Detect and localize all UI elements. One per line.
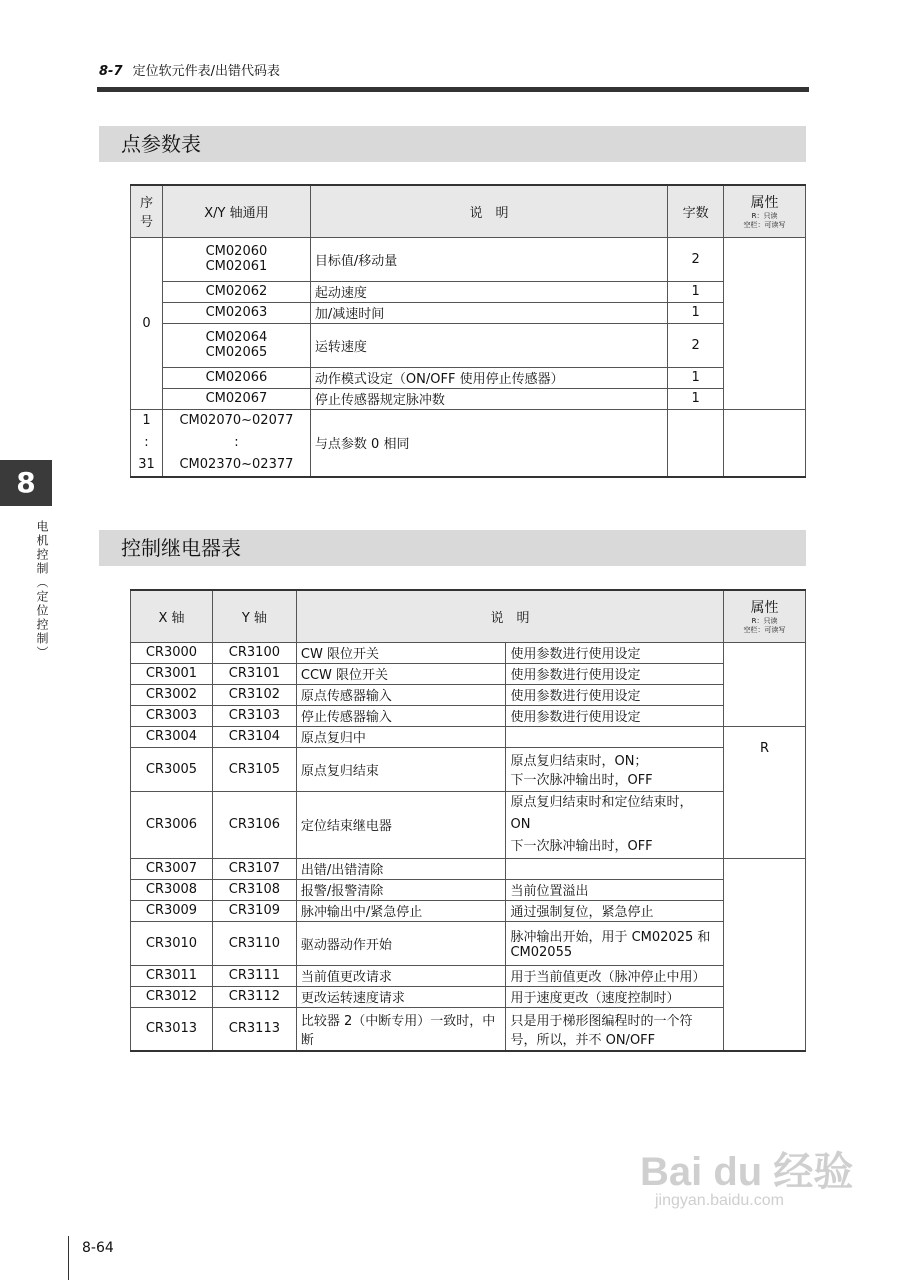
y-cell: CR3101: [212, 663, 296, 684]
note-cell: 使用参数进行使用设定: [506, 642, 724, 663]
desc-cell: 驱动器动作开始: [296, 921, 506, 965]
note-cell: 使用参数进行使用设定: [506, 663, 724, 684]
header-rule: [97, 87, 809, 92]
desc-cell: 当前值更改请求: [296, 965, 506, 986]
desc-cell: 定位结束继电器: [296, 791, 506, 858]
seq-1-31: 1 : 31: [131, 409, 163, 477]
control-relay-table: [130, 589, 806, 1052]
point-param-table: [130, 184, 806, 478]
note-cell: 只是用于梯形图编程时的一个符 号，所以，并不 ON/OFF: [506, 1007, 724, 1051]
desc-cell: 加/减速时间: [310, 302, 667, 323]
words-cell: 2: [668, 237, 724, 281]
y-cell: CR3113: [212, 1007, 296, 1051]
desc-cell: 原点传感器输入: [296, 684, 506, 705]
chapter-label: 电机控制（定位控制）: [35, 520, 49, 660]
note-cell: 通过强制复位，紧急停止: [506, 900, 724, 921]
desc-cell: CCW 限位开关: [296, 663, 506, 684]
watermark-url: jingyan.baidu.com: [655, 1192, 784, 1209]
header-title: 定位软元件表/出错代码表: [132, 64, 281, 79]
x-cell: CR3001: [131, 663, 213, 684]
desc-cell: CW 限位开关: [296, 642, 506, 663]
note-cell: 脉冲输出开始，用于 CM02025 和 CM02055: [506, 921, 724, 965]
desc-cell: 更改运转速度请求: [296, 986, 506, 1007]
desc-cell: 比较器 2（中断专用）一致时，中 断: [296, 1007, 506, 1051]
chapter-tab: 8: [0, 460, 52, 506]
y-cell: CR3109: [212, 900, 296, 921]
desc-cell: 出错/出错清除: [296, 858, 506, 879]
y-cell: CR3104: [212, 726, 296, 747]
x-cell: CR3011: [131, 965, 213, 986]
desc-cell: 脉冲输出中/紧急停止: [296, 900, 506, 921]
code-cell: CM02064 CM02065: [162, 323, 310, 367]
y-cell: CR3107: [212, 858, 296, 879]
desc-cell: 运转速度: [310, 323, 667, 367]
x-cell: CR3010: [131, 921, 213, 965]
section-title-point-params: 点参数表: [99, 126, 806, 162]
attr-cell: [724, 237, 806, 409]
desc-cell: 原点复归中: [296, 726, 506, 747]
header-desc: 说 明: [310, 185, 667, 237]
header-seq: 序号: [131, 185, 163, 237]
y-cell: CR3111: [212, 965, 296, 986]
x-cell: CR3000: [131, 642, 213, 663]
note-cell: 使用参数进行使用设定: [506, 705, 724, 726]
page-number: 8-64: [82, 1240, 114, 1256]
y-cell: CR3106: [212, 791, 296, 858]
x-cell: CR3007: [131, 858, 213, 879]
attr-cell: [724, 409, 806, 477]
desc-cell: 停止传感器输入: [296, 705, 506, 726]
y-cell: CR3110: [212, 921, 296, 965]
header-xy: X/Y 轴通用: [162, 185, 310, 237]
desc-cell: 原点复归结束: [296, 747, 506, 791]
section-title-control-relay: 控制继电器表: [99, 530, 806, 566]
y-cell: CR3102: [212, 684, 296, 705]
header-y-axis: Y 轴: [212, 590, 296, 642]
desc-cell: 与点参数 0 相同: [310, 409, 667, 477]
header-attr: 属性 R：只读 空栏：可读写: [724, 185, 806, 237]
x-cell: CR3009: [131, 900, 213, 921]
y-cell: CR3103: [212, 705, 296, 726]
code-cell: CM02062: [162, 281, 310, 302]
y-cell: CR3105: [212, 747, 296, 791]
words-cell: 1: [668, 302, 724, 323]
note-cell: 原点复归结束时，ON； 下一次脉冲输出时，OFF: [506, 747, 724, 791]
code-cell: CM02063: [162, 302, 310, 323]
desc-cell: 起动速度: [310, 281, 667, 302]
note-cell: 用于当前值更改（脉冲停止中用）: [506, 965, 724, 986]
desc-cell: 动作模式设定（ON/OFF 使用停止传感器）: [310, 367, 667, 388]
y-cell: CR3100: [212, 642, 296, 663]
note-cell: [506, 726, 724, 747]
watermark-logo: Bai du 经验: [640, 1150, 854, 1194]
desc-cell: 停止传感器规定脉冲数: [310, 388, 667, 409]
attr-readonly: R: [724, 726, 806, 858]
words-cell: [668, 409, 724, 477]
desc-cell: 报警/报警清除: [296, 879, 506, 900]
x-cell: CR3004: [131, 726, 213, 747]
code-cell: CM02066: [162, 367, 310, 388]
y-cell: CR3112: [212, 986, 296, 1007]
footer-rule: [68, 1236, 69, 1280]
x-cell: CR3005: [131, 747, 213, 791]
x-cell: CR3003: [131, 705, 213, 726]
note-cell: 使用参数进行使用设定: [506, 684, 724, 705]
attr-cell: [724, 858, 806, 1051]
header-words: 字数: [668, 185, 724, 237]
header-attr: 属性 R：只读 空栏：可读写: [724, 590, 806, 642]
note-cell: 原点复归结束时和定位结束时， ON 下一次脉冲输出时，OFF: [506, 791, 724, 858]
x-cell: CR3013: [131, 1007, 213, 1051]
code-range: CM02070~02077 : CM02370~02377: [162, 409, 310, 477]
attr-cell: [724, 642, 806, 726]
note-cell: [506, 858, 724, 879]
desc-cell: 目标值/移动量: [310, 237, 667, 281]
x-cell: CR3006: [131, 791, 213, 858]
words-cell: 1: [668, 281, 724, 302]
code-cell: CM02067: [162, 388, 310, 409]
section-number: 8-7: [99, 64, 123, 79]
x-cell: CR3002: [131, 684, 213, 705]
words-cell: 2: [668, 323, 724, 367]
seq-0: 0: [131, 237, 163, 409]
words-cell: 1: [668, 388, 724, 409]
header-desc: 说 明: [296, 590, 723, 642]
x-cell: CR3012: [131, 986, 213, 1007]
code-cell: CM02060 CM02061: [162, 237, 310, 281]
words-cell: 1: [668, 367, 724, 388]
y-cell: CR3108: [212, 879, 296, 900]
note-cell: 当前位置溢出: [506, 879, 724, 900]
note-cell: 用于速度更改（速度控制时）: [506, 986, 724, 1007]
x-cell: CR3008: [131, 879, 213, 900]
page-header: [99, 60, 280, 79]
header-x-axis: X 轴: [131, 590, 213, 642]
